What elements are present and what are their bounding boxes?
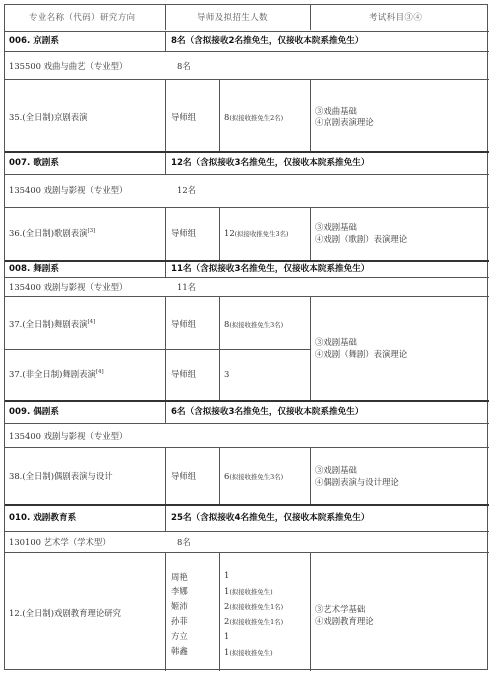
advisor-count: 1(拟接收推免生) [224, 586, 273, 596]
major-row-007 [5, 174, 489, 207]
major-name: 135400 戏剧与影视（专业型） [9, 185, 128, 195]
footnote-mark: [3] [87, 228, 96, 235]
advisor-name: 方立 [171, 631, 188, 641]
advisor-name: 韩鑫 [171, 646, 188, 656]
major-quota: 12名 [177, 185, 197, 195]
dept-row-010 [5, 504, 489, 531]
dept-row-006 [5, 31, 489, 51]
exam-subject-3: ③戏剧基础 [315, 222, 357, 232]
header-col-major: 专业名称（代码）研究方向 [29, 12, 136, 22]
major-row-008 [5, 277, 489, 296]
direction-row-010 [5, 552, 489, 671]
footnote-mark: [4] [95, 369, 104, 376]
major-name: 135500 戏曲与曲艺（专业型） [9, 61, 128, 71]
advisor-label: 导师组 [171, 369, 197, 379]
exam-subject-4: ④戏剧（舞剧）表演理论 [315, 349, 408, 359]
major-row-009 [5, 423, 489, 447]
dept-row-007 [5, 151, 489, 174]
dept-quota: 25名（含拟接收4名推免生，仅接收本院系推免生） [171, 513, 370, 523]
dept-quota: 11名（含拟接收3名推免生，仅接收本院系推免生） [171, 264, 370, 274]
major-row-006 [5, 51, 489, 79]
footnote-mark: [4] [87, 319, 96, 326]
exam-subject-4: ④偶剧表演与设计理论 [315, 477, 399, 487]
dept-name: 007. 歌剧系 [9, 158, 59, 168]
dept-name: 009. 偶剧系 [9, 407, 59, 417]
major-quota: 8名 [177, 61, 191, 71]
direction-row-007 [5, 207, 489, 260]
advisor-count: 1 [224, 570, 230, 580]
major-name: 135400 戏剧与影视（专业型） [9, 431, 128, 441]
advisor-name: 周艳 [171, 572, 188, 582]
direction-block-008 [5, 296, 489, 400]
header-col-advisor: 导师及拟招生人数 [197, 12, 268, 22]
direction-name: 38.(全日制)偶剧表演与设计 [9, 471, 113, 481]
dept-name: 008. 舞剧系 [9, 264, 59, 274]
exam-subject-4: ④京剧表演理论 [315, 117, 374, 127]
exam-subject-4: ④戏剧（歌剧）表演理论 [315, 234, 408, 244]
advisor-count: 2(拟接收推免生1名) [224, 616, 284, 626]
major-row-010 [5, 531, 489, 552]
dept-name: 010. 戏剧教育系 [9, 513, 77, 523]
advisor-label: 导师组 [171, 319, 197, 329]
advisor-count: 8(拟接收推免生2名) [224, 112, 284, 122]
dept-name: 006. 京剧系 [9, 36, 59, 46]
exam-subject-3: ③戏剧基础 [315, 465, 357, 475]
advisor-count: 12(拟接收推免生3名) [224, 228, 289, 238]
header-row [5, 4, 489, 30]
direction-name: 35.(全日制)京剧表演 [9, 112, 88, 122]
dept-quota: 12名（含拟接收3名推免生，仅接收本院系推免生） [171, 158, 370, 168]
advisor-label: 导师组 [171, 471, 197, 481]
dept-quota: 8名（含拟接收2名推免生，仅接收本院系推免生） [171, 36, 364, 46]
header-col-exam: 考试科目③④ [369, 12, 423, 22]
major-quota: 8名 [177, 537, 191, 547]
advisor-count: 1(拟接收推免生) [224, 647, 273, 657]
major-quota: 11名 [177, 282, 197, 292]
advisor-count: 2(拟接收推免生1名) [224, 601, 284, 611]
advisor-label: 导师组 [171, 228, 197, 238]
dept-quota: 6名（含拟接收3名推免生，仅接收本院系推免生） [171, 407, 364, 417]
advisor-count: 3 [224, 369, 230, 379]
exam-subject-4: ④戏剧教育理论 [315, 616, 374, 626]
direction-name: 36.(全日制)歌剧表演[3] [9, 228, 96, 238]
major-name: 130100 艺术学（学术型） [9, 537, 111, 547]
direction-row-006 [5, 79, 489, 151]
exam-subject-3: ③戏曲基础 [315, 106, 357, 116]
major-name: 135400 戏剧与影视（专业型） [9, 282, 128, 292]
advisor-name: 姬沛 [171, 601, 188, 611]
admissions-table [4, 4, 488, 670]
direction-name-fulltime: 37.(全日制)舞剧表演[4] [9, 319, 96, 329]
advisor-name: 孙菲 [171, 616, 188, 626]
direction-name-parttime: 37.(非全日制)舞剧表演[4] [9, 369, 104, 379]
advisor-label: 导师组 [171, 112, 197, 122]
advisor-name: 李娜 [171, 586, 188, 596]
dept-row-008 [5, 260, 489, 277]
advisor-count: 8(拟接收推免生3名) [224, 319, 284, 329]
advisor-count: 6(拟接收推免生3名) [224, 471, 284, 481]
direction-name: 12.(全日制)戏剧教育理论研究 [9, 608, 121, 618]
exam-subject-3: ③戏剧基础 [315, 337, 357, 347]
direction-row-009 [5, 447, 489, 504]
dept-row-009 [5, 400, 489, 423]
advisor-count: 1 [224, 631, 230, 641]
exam-subject-3: ③艺术学基础 [315, 604, 366, 614]
